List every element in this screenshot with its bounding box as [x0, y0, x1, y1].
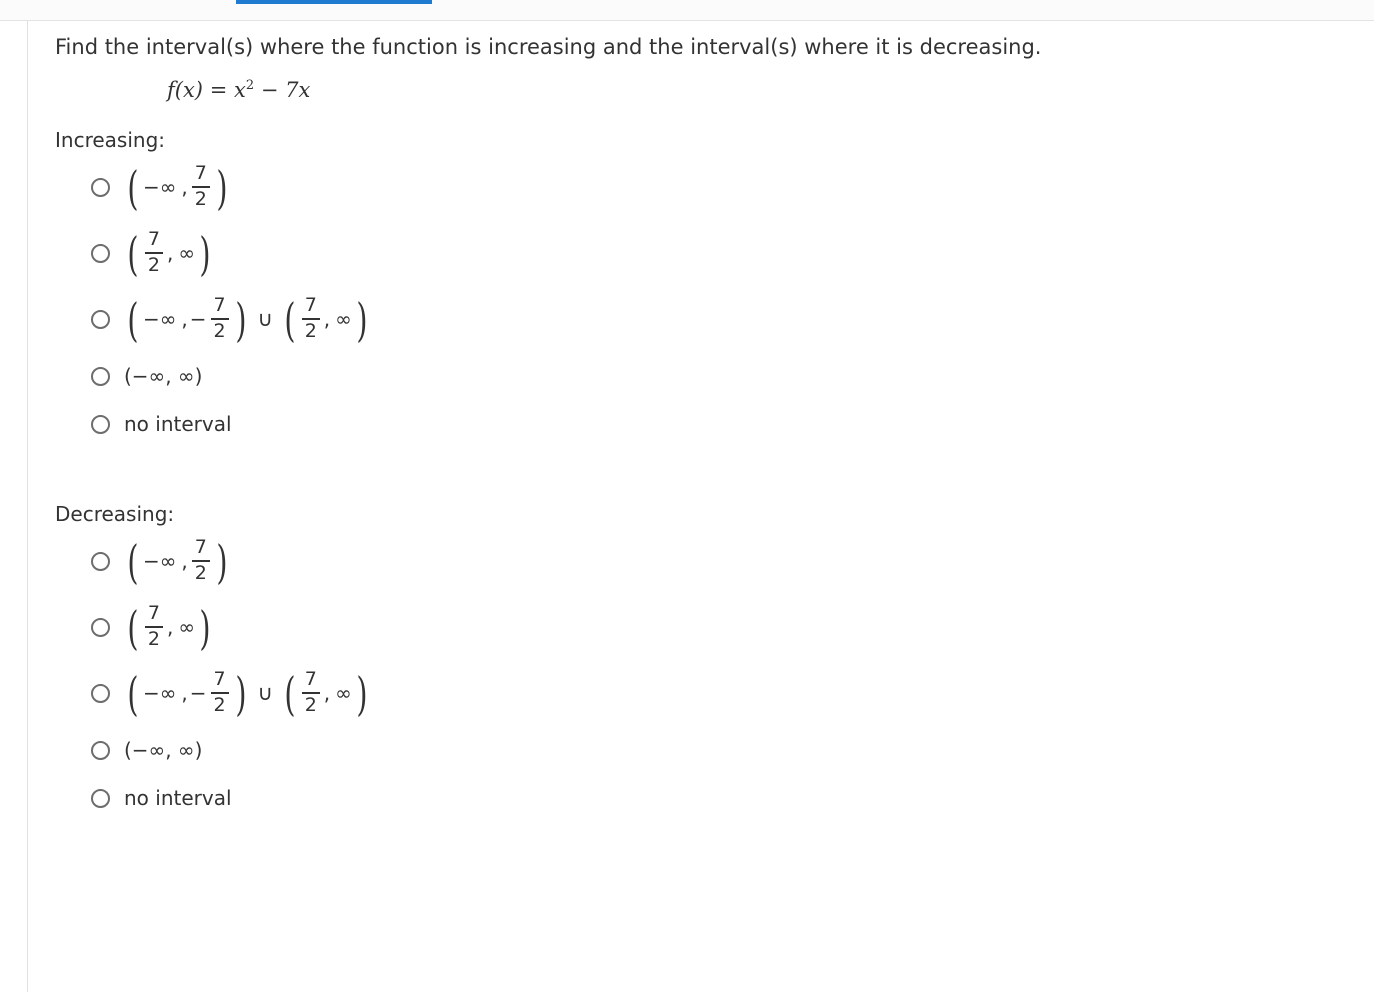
radio-increasing-5[interactable]: [91, 415, 110, 434]
option-increasing-4-label: (−∞, ∞): [124, 364, 203, 388]
math-token: −∞: [142, 549, 177, 573]
radio-decreasing-1[interactable]: [91, 552, 110, 571]
fraction-denominator: 2: [194, 562, 207, 584]
fraction-numerator: 7: [304, 668, 317, 691]
option-decreasing-2[interactable]: [91, 596, 1315, 658]
radio-decreasing-3[interactable]: [91, 684, 110, 703]
math-token: ,: [181, 175, 188, 199]
math-token: ∞: [335, 307, 352, 331]
fraction-denominator: 2: [213, 694, 226, 716]
formula-exponent: 2: [245, 78, 255, 93]
browser-tab-strip: [0, 0, 1374, 21]
option-decreasing-5[interactable]: [91, 776, 1315, 820]
fraction-denominator: 2: [304, 694, 317, 716]
question-left-rule: [27, 21, 28, 992]
math-token: ,: [181, 307, 188, 331]
question-content: [55, 32, 1315, 820]
math-token: ,: [323, 681, 331, 705]
fraction: [302, 296, 320, 342]
option-increasing-1-label: ( −∞ , $\frac{7}{2}$ ): [127, 161, 228, 215]
increasing-label: Increasing:: [55, 128, 165, 152]
option-increasing-2-label: ( $\frac{7}{2}$ , ∞ ): [127, 227, 211, 281]
option-increasing-5-label: no interval: [124, 412, 232, 436]
fraction: [211, 670, 229, 716]
option-decreasing-4[interactable]: [91, 728, 1315, 772]
math-token: −∞: [142, 307, 177, 331]
formula-equals: =: [209, 78, 228, 102]
fraction: [145, 230, 163, 276]
math-token: −∞: [142, 681, 177, 705]
fraction-denominator: 2: [147, 628, 160, 650]
math-token: −: [189, 307, 207, 331]
radio-increasing-2[interactable]: [91, 244, 110, 263]
radio-decreasing-2[interactable]: [91, 618, 110, 637]
radio-increasing-4[interactable]: [91, 367, 110, 386]
option-decreasing-1-label: ( −∞ , $\frac{7}{2}$ ): [127, 535, 228, 589]
radio-decreasing-5[interactable]: [91, 789, 110, 808]
formula-minus: −: [260, 78, 279, 102]
option-increasing-1[interactable]: [91, 156, 1315, 218]
formula-term: 7x: [285, 78, 311, 102]
formula-fx: f(x): [167, 78, 204, 102]
math-token: ∞: [178, 241, 195, 265]
active-tab-underline: [236, 0, 432, 4]
fraction-numerator: 7: [213, 668, 226, 691]
radio-increasing-1[interactable]: [91, 178, 110, 197]
fraction-numerator: 7: [213, 294, 226, 317]
decreasing-label: Decreasing:: [55, 502, 175, 526]
fraction-numerator: 7: [194, 162, 207, 185]
fraction-denominator: 2: [194, 188, 207, 210]
option-increasing-3[interactable]: [91, 288, 1315, 350]
option-decreasing-3-label: ( −∞ , − $\frac{7}{2}$ ) ∪ ( $\frac{7}{2}$ , ∞ ): [127, 667, 368, 721]
union-symbol: ∪: [257, 681, 273, 705]
option-decreasing-1[interactable]: [91, 530, 1315, 592]
fraction: [192, 164, 210, 210]
option-increasing-4[interactable]: [91, 354, 1315, 398]
option-increasing-3-label: ( −∞ , − $\frac{7}{2}$ ) ∪ ( $\frac{7}{2}$ , ∞ ): [127, 293, 368, 347]
option-decreasing-2-label: ( $\frac{7}{2}$ , ∞ ): [127, 601, 211, 655]
option-decreasing-4-label: (−∞, ∞): [124, 738, 203, 762]
math-token: ,: [181, 549, 188, 573]
fraction: [145, 604, 163, 650]
math-token: −∞: [142, 175, 177, 199]
option-increasing-5[interactable]: [91, 402, 1315, 446]
math-token: ,: [166, 241, 174, 265]
math-token: −: [189, 681, 207, 705]
radio-increasing-3[interactable]: [91, 310, 110, 329]
question-prompt: Find the interval(s) where the function is increasing and the interval(s) where it is decreasing.: [55, 35, 1042, 59]
union-symbol: ∪: [257, 307, 273, 331]
function-formula: [167, 78, 1315, 102]
option-decreasing-3[interactable]: [91, 662, 1315, 724]
formula-x: x: [234, 78, 246, 102]
fraction: [192, 538, 210, 584]
fraction-denominator: 2: [304, 320, 317, 342]
fraction-denominator: 2: [147, 254, 160, 276]
fraction: [302, 670, 320, 716]
math-token: ∞: [335, 681, 352, 705]
fraction: [211, 296, 229, 342]
math-token: ,: [181, 681, 188, 705]
fraction-numerator: 7: [304, 294, 317, 317]
fraction-numerator: 7: [194, 536, 207, 559]
option-decreasing-5-label: no interval: [124, 786, 232, 810]
math-token: ,: [166, 615, 174, 639]
fraction-numerator: 7: [147, 602, 160, 625]
fraction-denominator: 2: [213, 320, 226, 342]
math-token: ∞: [178, 615, 195, 639]
radio-decreasing-4[interactable]: [91, 741, 110, 760]
fraction-numerator: 7: [147, 228, 160, 251]
math-token: ,: [323, 307, 331, 331]
option-increasing-2[interactable]: [91, 222, 1315, 284]
